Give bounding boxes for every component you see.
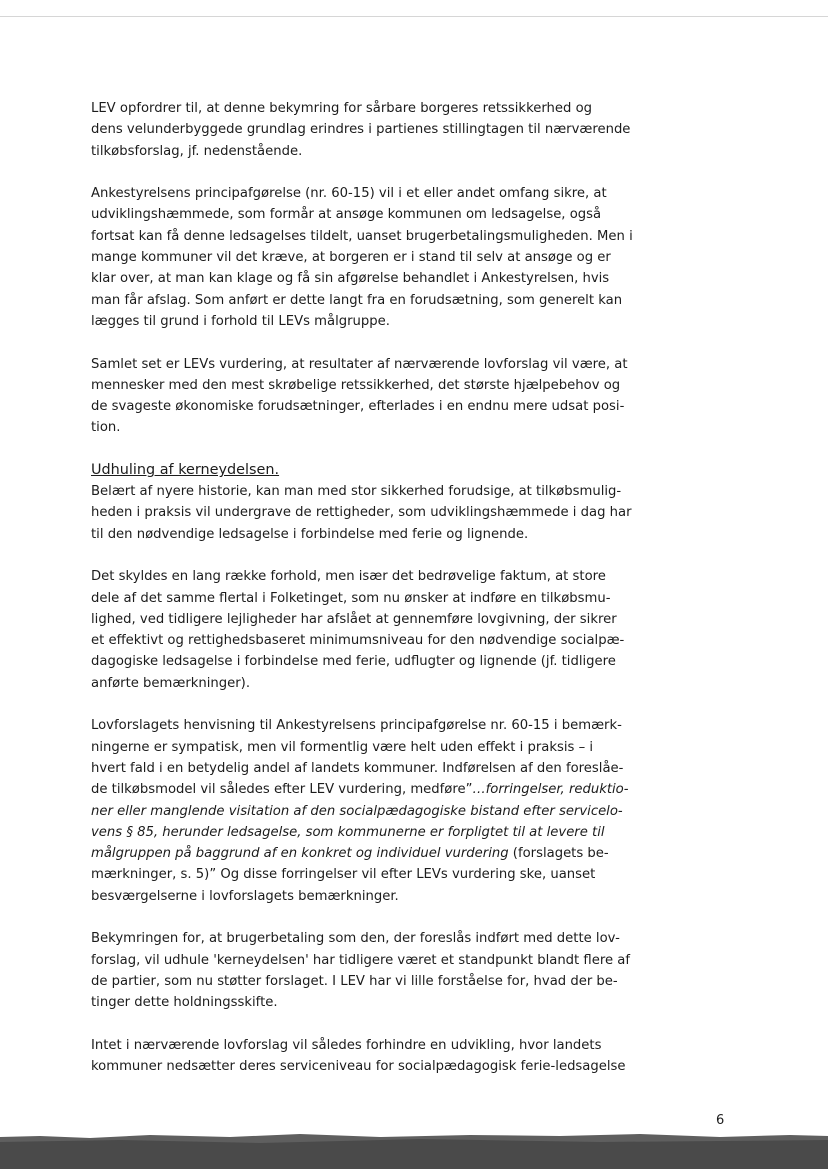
text-line: tinger dette holdningsskifte. <box>91 995 278 1011</box>
text-line: Det skyldes en lang række forhold, men især det bedrøvelige faktum, at store <box>91 569 606 585</box>
quoted-text-line: ner eller manglende visitation af den socialpædagogiske bistand efter servicelo- <box>91 803 623 819</box>
text-line: man får afslag. Som anført er dette langt fra en forudsætning, som generelt kan <box>91 292 623 308</box>
text-line: klar over, at man kan klage og få sin afgørelse behandlet i Ankestyrelsen, hvis <box>91 271 610 287</box>
text-line: besværgelserne i lovforslagets bemærkninger. <box>91 888 399 904</box>
text-line: heden i praksis vil undergrave de rettigheder, som udviklingshæmmede i dag har <box>91 505 632 521</box>
quoted-text: målgruppen på baggrund af en konkret og individuel vurdering <box>91 846 509 862</box>
text-line: til den nødvendige ledsagelse i forbindelse med ferie og lignende. <box>91 526 529 542</box>
paragraph <box>91 1035 651 1078</box>
intro-section <box>91 98 651 439</box>
text-line <box>91 843 651 864</box>
closing-section <box>91 928 651 1077</box>
text-line: kommuner nedsætter deres serviceniveau for socialpædagogisk ferie-ledsagelse <box>91 1059 626 1075</box>
text-line: et effektivt og rettighedsbaseret minimumsniveau for den nødvendige socialpæ- <box>91 633 625 649</box>
paragraph <box>91 481 651 545</box>
plain-text: de tilkøbsmodel vil således efter LEV vurdering, medføre” <box>91 782 473 798</box>
paragraph <box>91 928 651 1013</box>
text-line: dagogiske ledsagelse i forbindelse med ferie, udflugter og lignende (jf. tidligere <box>91 654 616 670</box>
text-line: fortsat kan få denne ledsagelses tildelt, uanset brugerbetalingsmuligheden. Men i <box>91 228 633 244</box>
text-line: Ankestyrelsens principafgørelse (nr. 60-15) vil i et eller andet omfang sikre, at <box>91 186 607 202</box>
quoted-text-line: vens § 85, herunder ledsagelse, som kommunerne er forpligtet til at levere til <box>91 824 605 840</box>
document-body <box>91 98 651 1099</box>
paragraph <box>91 98 651 162</box>
text-line: dens velunderbyggede grundlag erindres i partienes stillingtagen til nærværende <box>91 122 631 138</box>
text-line: Belært af nyere historie, kan man med stor sikkerhed forudsige, at tilkøbsmulig- <box>91 484 622 500</box>
text-line: lighed, ved tidligere lejligheder har afslået at gennemføre lovgivning, der sikrer <box>91 611 617 627</box>
text-line: hvert fald i en betydelig andel af landets kommuner. Indførelsen af den foreslåe- <box>91 760 624 776</box>
text-line: udviklingshæmmede, som formår at ansøge kommunen om ledsagelse, også <box>91 207 602 223</box>
quote-paragraph <box>91 715 651 907</box>
text-line: tion. <box>91 420 121 436</box>
text-line: Intet i nærværende lovforslag vil således forhindre en udvikling, hvor landets <box>91 1037 602 1053</box>
scan-bottom-edge <box>0 1118 828 1169</box>
text-line: lægges til grund i forhold til LEVs målgruppe. <box>91 313 390 329</box>
section-body <box>91 481 651 694</box>
text-line: tilkøbsforslag, jf. nedenstående. <box>91 143 303 159</box>
text-line: de partier, som nu støtter forslaget. I LEV har vi lille forståelse for, hvad der be- <box>91 973 618 989</box>
paragraph <box>91 183 651 332</box>
text-line: Bekymringen for, at brugerbetaling som den, der foreslås indført med dette lov- <box>91 931 620 947</box>
paragraph <box>91 354 651 439</box>
page-number: 6 <box>716 1113 725 1128</box>
text-line <box>91 779 651 800</box>
section-heading: Udhuling af kerneydelsen. <box>91 462 280 479</box>
paragraph <box>91 566 651 694</box>
text-line: Lovforslagets henvisning til Ankestyrelsens principafgørelse nr. 60-15 i bemærk- <box>91 718 622 734</box>
plain-text: (forslagets be- <box>508 846 609 862</box>
text-line: de svageste økonomiske forudsætninger, efterlades i en endnu mere udsat posi- <box>91 399 625 415</box>
text-line: mennesker med den mest skrøbelige retssikkerhed, det største hjælpebehov og <box>91 377 621 393</box>
top-edge-rule <box>0 16 828 17</box>
text-line: LEV opfordrer til, at denne bekymring for sårbare borgeres retssikkerhed og <box>91 101 593 116</box>
text-line: forslag, vil udhule 'kerneydelsen' har tidligere været et standpunkt blandt flere af <box>91 952 630 968</box>
text-line: ningerne er sympatisk, men vil formentlig være helt uden effekt i praksis – i <box>91 739 594 755</box>
text-line: dele af det samme flertal i Folketinget, som nu ønsker at indføre en tilkøbsmu- <box>91 590 611 606</box>
text-line: anførte bemærkninger). <box>91 675 251 691</box>
text-line: Samlet set er LEVs vurdering, at resultater af nærværende lovforslag vil være, at <box>91 356 628 372</box>
quoted-text: …forringelser, reduktio- <box>472 782 629 798</box>
text-line: mange kommuner vil det kræve, at borgeren er i stand til selv at ansøge og er <box>91 250 611 266</box>
text-line: mærkninger, s. 5)” Og disse forringelser vil efter LEVs vurdering ske, uanset <box>91 867 596 883</box>
